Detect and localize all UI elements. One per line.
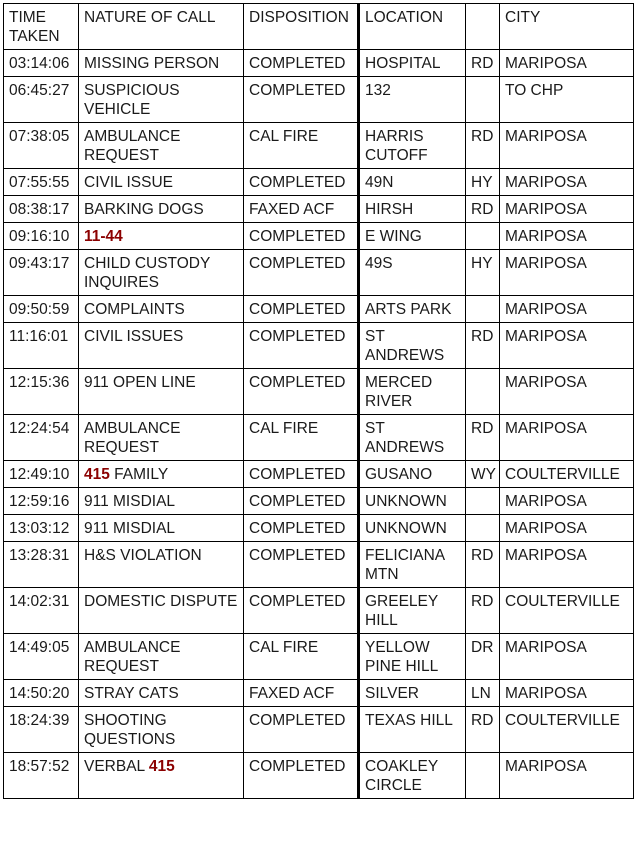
cell-disposition: COMPLETED xyxy=(244,515,358,542)
cell-time: 13:28:31 xyxy=(4,542,79,588)
cell-street-suffix: RD xyxy=(466,50,500,77)
cell-street-suffix xyxy=(466,77,500,123)
nature-text: CIVIL ISSUES xyxy=(84,328,184,345)
cell-disposition: COMPLETED xyxy=(244,707,358,753)
cell-disposition: CAL FIRE xyxy=(244,634,358,680)
nature-code: 11-44 xyxy=(84,228,123,245)
cell-city: MARIPOSA xyxy=(500,196,634,223)
cell-street-suffix xyxy=(466,296,500,323)
cell-disposition: COMPLETED xyxy=(244,296,358,323)
cell-location: ST ANDREWS xyxy=(358,323,466,369)
cell-time: 12:59:16 xyxy=(4,488,79,515)
cell-location: FELICIANA MTN xyxy=(358,542,466,588)
cell-nature xyxy=(79,223,244,250)
nature-text: CHILD CUSTODY INQUIRES xyxy=(84,255,215,291)
cell-street-suffix: HY xyxy=(466,169,500,196)
cell-nature xyxy=(79,707,244,753)
cell-location: 49S xyxy=(358,250,466,296)
cell-location: HIRSH xyxy=(358,196,466,223)
header-nature: NATURE OF CALL xyxy=(79,4,244,50)
cell-location: UNKNOWN xyxy=(358,515,466,542)
cell-disposition: COMPLETED xyxy=(244,588,358,634)
call-log-table xyxy=(3,3,634,799)
cell-street-suffix: RD xyxy=(466,542,500,588)
cell-nature xyxy=(79,250,244,296)
nature-text: H&S VIOLATION xyxy=(84,547,202,564)
cell-street-suffix xyxy=(466,223,500,250)
cell-location: YELLOW PINE HILL xyxy=(358,634,466,680)
cell-time: 09:43:17 xyxy=(4,250,79,296)
nature-code: 415 xyxy=(84,466,110,483)
cell-street-suffix: WY xyxy=(466,461,500,488)
cell-street-suffix xyxy=(466,753,500,799)
cell-city: MARIPOSA xyxy=(500,515,634,542)
table-row xyxy=(4,196,634,223)
cell-time: 14:49:05 xyxy=(4,634,79,680)
table-row xyxy=(4,369,634,415)
cell-time: 18:57:52 xyxy=(4,753,79,799)
cell-city: MARIPOSA xyxy=(500,223,634,250)
cell-time: 11:16:01 xyxy=(4,323,79,369)
cell-city: MARIPOSA xyxy=(500,123,634,169)
table-row xyxy=(4,461,634,488)
cell-nature xyxy=(79,169,244,196)
table-row xyxy=(4,753,634,799)
header-location: LOCATION xyxy=(358,4,466,50)
cell-disposition: COMPLETED xyxy=(244,753,358,799)
cell-location: MERCED RIVER xyxy=(358,369,466,415)
cell-street-suffix: RD xyxy=(466,707,500,753)
nature-text: AMBULANCE REQUEST xyxy=(84,128,185,164)
cell-nature xyxy=(79,488,244,515)
cell-nature xyxy=(79,634,244,680)
cell-time: 14:02:31 xyxy=(4,588,79,634)
cell-city: MARIPOSA xyxy=(500,250,634,296)
cell-city: MARIPOSA xyxy=(500,369,634,415)
cell-time: 12:49:10 xyxy=(4,461,79,488)
header-disposition: DISPOSITION xyxy=(244,4,358,50)
cell-nature xyxy=(79,369,244,415)
table-row xyxy=(4,50,634,77)
header-suffix xyxy=(466,4,500,50)
cell-location: ARTS PARK xyxy=(358,296,466,323)
table-row xyxy=(4,634,634,680)
cell-location: SILVER xyxy=(358,680,466,707)
nature-text: SUSPICIOUS VEHICLE xyxy=(84,82,184,118)
table-row xyxy=(4,515,634,542)
cell-city: COULTERVILLE xyxy=(500,707,634,753)
table-row xyxy=(4,588,634,634)
cell-street-suffix xyxy=(466,488,500,515)
table-row xyxy=(4,169,634,196)
nature-text: BARKING DOGS xyxy=(84,201,204,218)
table-row xyxy=(4,123,634,169)
cell-disposition: COMPLETED xyxy=(244,250,358,296)
cell-disposition: COMPLETED xyxy=(244,223,358,250)
cell-nature xyxy=(79,50,244,77)
table-row xyxy=(4,542,634,588)
cell-location: HARRIS CUTOFF xyxy=(358,123,466,169)
header-row xyxy=(4,4,634,50)
cell-street-suffix: RD xyxy=(466,323,500,369)
cell-location: GREELEY HILL xyxy=(358,588,466,634)
cell-nature xyxy=(79,680,244,707)
header-time: TIME TAKEN xyxy=(4,4,79,50)
nature-text: 911 OPEN LINE xyxy=(84,374,196,391)
cell-time: 06:45:27 xyxy=(4,77,79,123)
cell-disposition: COMPLETED xyxy=(244,77,358,123)
nature-text: 911 MISDIAL xyxy=(84,520,176,537)
cell-nature xyxy=(79,753,244,799)
cell-location: ST ANDREWS xyxy=(358,415,466,461)
cell-location: TEXAS HILL xyxy=(358,707,466,753)
table-row xyxy=(4,223,634,250)
cell-nature xyxy=(79,296,244,323)
cell-city: MARIPOSA xyxy=(500,296,634,323)
table-row xyxy=(4,296,634,323)
cell-time: 09:16:10 xyxy=(4,223,79,250)
table-row xyxy=(4,488,634,515)
table-row xyxy=(4,415,634,461)
cell-city: TO CHP xyxy=(500,77,634,123)
cell-disposition: CAL FIRE xyxy=(244,415,358,461)
cell-street-suffix xyxy=(466,515,500,542)
cell-nature xyxy=(79,323,244,369)
nature-text: 911 MISDIAL xyxy=(84,493,176,510)
cell-nature xyxy=(79,461,244,488)
cell-city: MARIPOSA xyxy=(500,323,634,369)
header-city: CITY xyxy=(500,4,634,50)
cell-disposition: CAL FIRE xyxy=(244,123,358,169)
cell-disposition: FAXED ACF xyxy=(244,680,358,707)
cell-time: 12:24:54 xyxy=(4,415,79,461)
cell-city: COULTERVILLE xyxy=(500,588,634,634)
cell-nature xyxy=(79,123,244,169)
cell-disposition: COMPLETED xyxy=(244,50,358,77)
cell-nature xyxy=(79,196,244,223)
cell-street-suffix: DR xyxy=(466,634,500,680)
cell-location: E WING xyxy=(358,223,466,250)
cell-city: MARIPOSA xyxy=(500,542,634,588)
cell-city: MARIPOSA xyxy=(500,753,634,799)
cell-time: 13:03:12 xyxy=(4,515,79,542)
cell-time: 08:38:17 xyxy=(4,196,79,223)
cell-street-suffix: RD xyxy=(466,123,500,169)
nature-text: SHOOTING QUESTIONS xyxy=(84,712,176,748)
cell-city: MARIPOSA xyxy=(500,415,634,461)
cell-disposition: COMPLETED xyxy=(244,169,358,196)
nature-text: MISSING PERSON xyxy=(84,55,220,72)
cell-location: UNKNOWN xyxy=(358,488,466,515)
nature-suffix-text: FAMILY xyxy=(109,466,169,483)
table-row xyxy=(4,77,634,123)
cell-time: 12:15:36 xyxy=(4,369,79,415)
cell-disposition: COMPLETED xyxy=(244,323,358,369)
cell-city: COULTERVILLE xyxy=(500,461,634,488)
cell-city: MARIPOSA xyxy=(500,50,634,77)
cell-time: 03:14:06 xyxy=(4,50,79,77)
cell-nature xyxy=(79,415,244,461)
nature-code: 415 xyxy=(148,758,175,775)
cell-nature xyxy=(79,515,244,542)
table-row xyxy=(4,707,634,753)
cell-location: 49N xyxy=(358,169,466,196)
cell-time: 07:55:55 xyxy=(4,169,79,196)
cell-city: MARIPOSA xyxy=(500,680,634,707)
cell-street-suffix: RD xyxy=(466,196,500,223)
cell-location: GUSANO xyxy=(358,461,466,488)
cell-nature xyxy=(79,77,244,123)
cell-street-suffix: RD xyxy=(466,415,500,461)
cell-street-suffix xyxy=(466,369,500,415)
cell-street-suffix: RD xyxy=(466,588,500,634)
cell-street-suffix: LN xyxy=(466,680,500,707)
nature-text: DOMESTIC DISPUTE xyxy=(84,593,238,610)
cell-disposition: FAXED ACF xyxy=(244,196,358,223)
cell-disposition: COMPLETED xyxy=(244,542,358,588)
cell-street-suffix: HY xyxy=(466,250,500,296)
cell-time: 14:50:20 xyxy=(4,680,79,707)
cell-time: 07:38:05 xyxy=(4,123,79,169)
cell-time: 09:50:59 xyxy=(4,296,79,323)
cell-nature xyxy=(79,588,244,634)
table-row xyxy=(4,250,634,296)
nature-text: AMBULANCE REQUEST xyxy=(84,420,185,456)
cell-location: HOSPITAL xyxy=(358,50,466,77)
cell-disposition: COMPLETED xyxy=(244,369,358,415)
cell-city: MARIPOSA xyxy=(500,634,634,680)
table-row xyxy=(4,680,634,707)
nature-text: CIVIL ISSUE xyxy=(84,174,174,191)
nature-text: VERBAL xyxy=(84,758,149,775)
nature-text: STRAY CATS xyxy=(84,685,179,702)
nature-text: COMPLAINTS xyxy=(84,301,185,318)
cell-location: COAKLEY CIRCLE xyxy=(358,753,466,799)
cell-disposition: COMPLETED xyxy=(244,461,358,488)
cell-nature xyxy=(79,542,244,588)
cell-location: 132 xyxy=(358,77,466,123)
nature-text: AMBULANCE REQUEST xyxy=(84,639,185,675)
cell-disposition: COMPLETED xyxy=(244,488,358,515)
cell-time: 18:24:39 xyxy=(4,707,79,753)
cell-city: MARIPOSA xyxy=(500,169,634,196)
table-row xyxy=(4,323,634,369)
cell-city: MARIPOSA xyxy=(500,488,634,515)
